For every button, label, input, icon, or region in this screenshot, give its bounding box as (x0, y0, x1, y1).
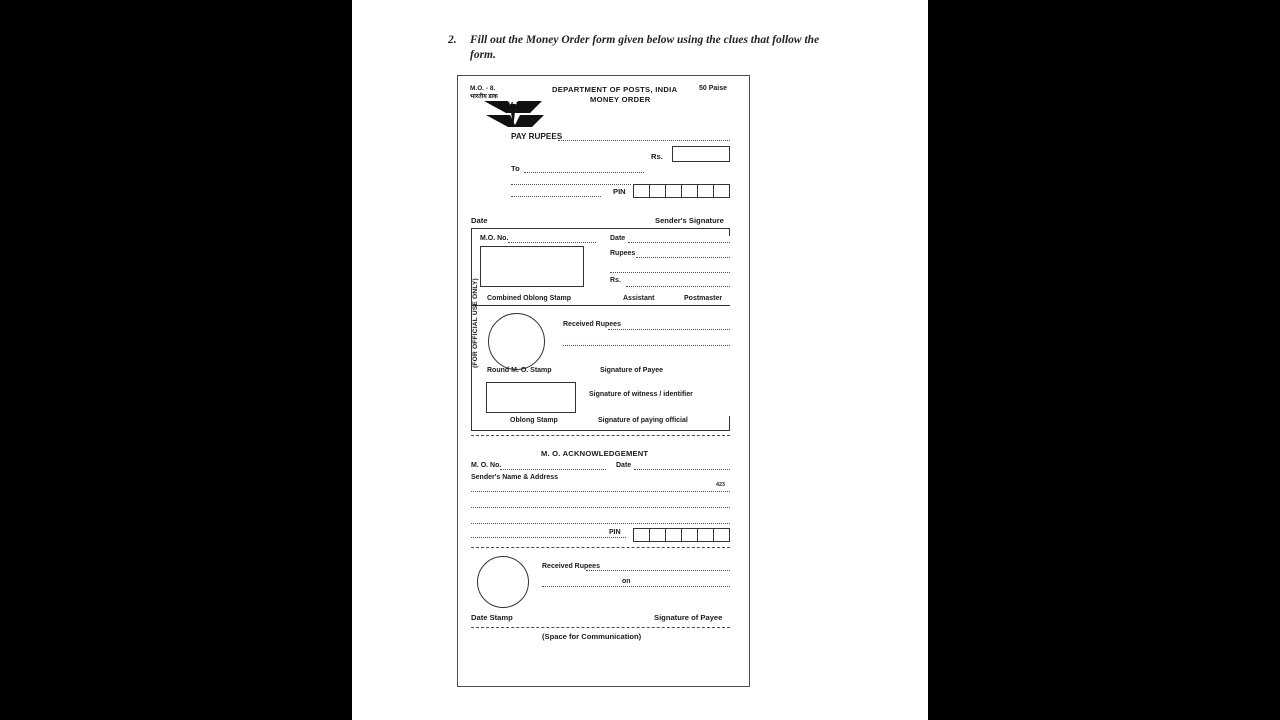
to-label: To (511, 164, 520, 173)
official-signature-of-payee-label: Signature of Payee (600, 367, 664, 374)
payee-received-rupees-line-1[interactable] (586, 570, 730, 571)
round-mo-stamp-circle[interactable] (488, 313, 545, 370)
pay-rupees-fill-line[interactable] (558, 140, 730, 141)
ack-pin-boxes[interactable] (633, 528, 730, 542)
ack-address-line-2[interactable] (471, 507, 730, 508)
rs-amount-label: Rs. (651, 152, 663, 161)
postmaster-label: Postmaster (684, 295, 723, 302)
round-mo-stamp-label: Round M. O. Stamp (487, 367, 552, 374)
signature-paying-official-label: Signature of paying official (598, 417, 688, 424)
payee-received-rupees-label: Received Rupees (542, 563, 600, 570)
ack-pin-label: PIN (609, 529, 621, 536)
payee-received-rupees-line-2[interactable] (542, 586, 730, 587)
pin-label: PIN (613, 187, 626, 196)
sender-date-label: Date (471, 216, 488, 225)
payee-on-label: on (622, 578, 631, 585)
payee-signature-label: Signature of Payee (654, 613, 723, 622)
official-date-label: Date (610, 235, 626, 242)
document-title-label: MONEY ORDER (590, 95, 651, 104)
official-received-rupees-line-2[interactable] (563, 345, 730, 346)
official-mo-no-label: M.O. No. (480, 235, 509, 242)
ack-mo-no-label: M. O. No. (471, 462, 502, 469)
combined-oblong-stamp-label: Combined Oblong Stamp (487, 295, 571, 302)
date-stamp-circle[interactable] (477, 556, 529, 608)
official-rs-label: Rs. (610, 277, 621, 284)
money-order-form (457, 75, 750, 687)
combined-oblong-stamp-box[interactable] (480, 246, 584, 287)
sender-name-address-label: Sender's Name & Address (471, 474, 558, 481)
official-rupees-line-1[interactable] (636, 257, 730, 258)
official-received-rupees-label: Received Rupees (563, 321, 621, 328)
india-post-wordmark: INDIA POST (498, 102, 533, 108)
for-official-use-only-label: (FOR OFFICIAL USE ONLY) (472, 278, 479, 368)
oblong-stamp-label: Oblong Stamp (510, 417, 558, 424)
official-rs-line[interactable] (626, 286, 730, 287)
acknowledgement-title: M. O. ACKNOWLEDGEMENT (541, 449, 649, 458)
question-block (448, 33, 828, 63)
official-rupees-label: Rupees (610, 250, 636, 257)
assistant-label: Assistant (623, 295, 655, 302)
rs-amount-box[interactable] (672, 146, 730, 162)
official-divider-rule (472, 305, 730, 306)
official-use-bracket-top (471, 228, 730, 236)
ack-serial-number: 423 (716, 482, 725, 488)
pin-boxes[interactable] (633, 184, 730, 198)
tear-line-bottom (471, 627, 730, 628)
official-received-rupees-line-1[interactable] (608, 329, 730, 330)
sender-signature-label: Sender's Signature (655, 216, 724, 225)
ack-date-line[interactable] (634, 469, 730, 470)
hindi-code-label: भारतीय डाक (470, 94, 498, 100)
date-stamp-label: Date Stamp (471, 613, 513, 622)
question-number: 2. (448, 34, 457, 46)
official-date-line[interactable] (628, 242, 730, 243)
tear-line-top (471, 435, 730, 436)
oblong-stamp-box[interactable] (486, 382, 576, 413)
denomination-label: 50 Paise (699, 85, 728, 92)
ack-mo-no-line[interactable] (500, 469, 606, 470)
tear-line-middle (471, 547, 730, 548)
pay-rupees-label: PAY RUPEES (511, 132, 563, 141)
to-fill-line-3[interactable] (511, 196, 601, 197)
ack-address-line-1[interactable] (471, 491, 730, 492)
official-rupees-line-2[interactable] (610, 272, 730, 273)
department-label: DEPARTMENT OF POSTS, INDIA (552, 85, 678, 94)
ack-date-label: Date (616, 462, 632, 469)
to-fill-line-1[interactable] (524, 172, 644, 173)
question-text: Fill out the Money Order form given below using the clues that follow the form. (470, 34, 820, 61)
signature-of-witness-label: Signature of witness / identifier (589, 391, 693, 398)
ack-address-line-3[interactable] (471, 523, 730, 524)
ack-address-line-4[interactable] (471, 537, 626, 538)
form-code-label: M.O. - 8. (470, 85, 496, 92)
to-fill-line-2[interactable] (511, 184, 631, 185)
official-mo-no-line[interactable] (508, 242, 596, 243)
space-for-communication-label: (Space for Communication) (542, 632, 642, 641)
